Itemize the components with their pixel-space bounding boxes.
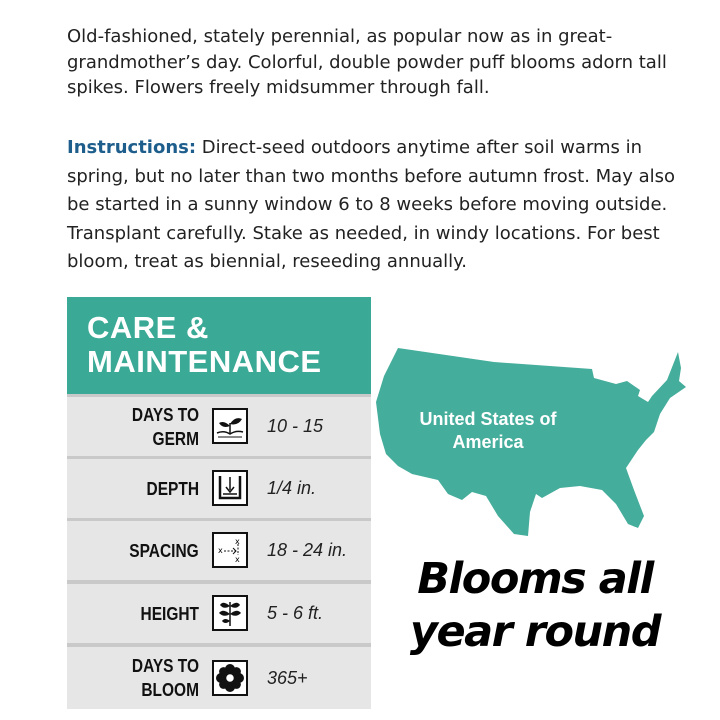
row-value: 5 - 6 ft. <box>267 603 324 623</box>
tagline: Blooms all year round <box>409 554 661 657</box>
row-days-to-germ <box>67 397 371 456</box>
flower-icon <box>212 660 248 696</box>
row-label: DEPTH <box>146 478 199 499</box>
row-label: DAYS TO BLOOM <box>131 656 199 700</box>
care-title: CARE & MAINTENANCE <box>87 310 322 379</box>
care-header <box>67 297 371 394</box>
instructions-paragraph <box>67 134 697 277</box>
depth-icon <box>212 470 248 506</box>
row-label: SPACING <box>129 540 199 561</box>
row-height <box>67 584 371 643</box>
sprout-icon <box>212 408 248 444</box>
svg-text:x: x <box>218 546 223 555</box>
row-label: DAYS TO GERM <box>131 404 199 449</box>
row-depth <box>67 459 371 518</box>
product-description: Old-fashioned, stately perennial, as popular now as in great-grandmother’s day. Colorful, double powder puff blooms adorn tall spikes. Flowers freely midsummer through fall. <box>67 26 667 98</box>
row-days-to-bloom <box>67 647 371 709</box>
row-value: 18 - 24 in. <box>267 540 348 560</box>
svg-text:x: x <box>235 555 240 564</box>
row-label: HEIGHT <box>140 603 199 624</box>
map-label: United States of America <box>419 409 557 452</box>
spacing-icon <box>212 532 248 568</box>
row-value: 365+ <box>267 667 308 688</box>
height-plant-icon <box>212 595 248 631</box>
row-value: 1/4 in. <box>267 478 317 498</box>
instructions-text: Direct-seed outdoors anytime after soil warms in spring, but no later than two months before autumn frost. May also be started in a sunny window 6 to 8 weeks before moving outside. Transplant carefully. Stake as needed, in windy locations. For best bloom, treat as biennial, reseeding annually. <box>67 137 675 272</box>
svg-text:x: x <box>235 537 240 546</box>
instructions-label: Instructions: <box>67 137 197 158</box>
care-maintenance-panel <box>67 297 371 709</box>
row-spacing <box>67 521 371 580</box>
row-value: 10 - 15 <box>267 416 324 436</box>
